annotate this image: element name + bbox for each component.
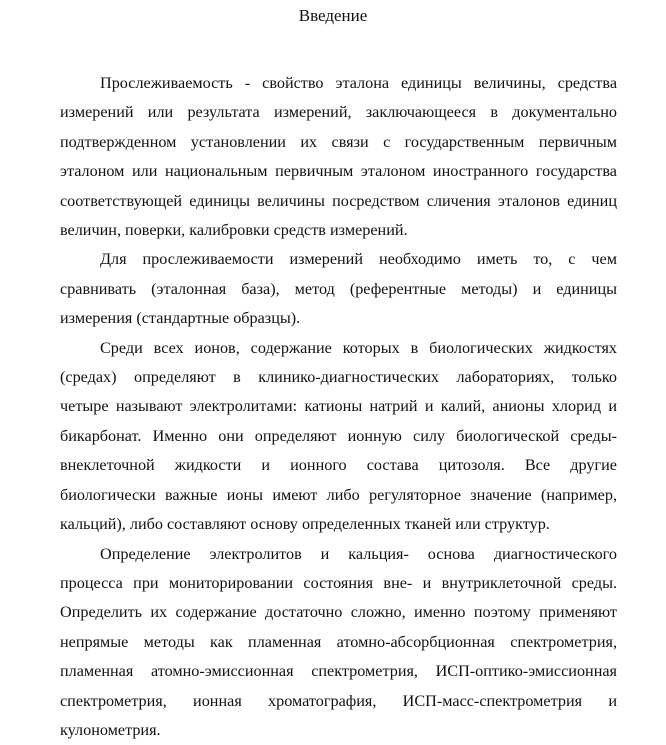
text-line: спектрометрия, ионная хроматография, ИСП-масс-спектрометрия и [60,687,617,716]
text-line: четыре называют электролитами: катионы натрий и калий, анионы хлорид и [60,392,617,421]
text-line: пламенная атомно-эмиссионная спектрометрия, ИСП-оптико-эмиссионная [60,657,617,686]
paragraph-traceability-requirements [60,245,617,333]
text-line: кальций), либо составляют основу определенных тканей или структур. [60,510,617,539]
text-line: (средах) определяют в клинико-диагностических лабораториях, только [60,363,617,392]
text-line: соответствующей единицы величины посредством сличения эталонов единиц [60,187,617,216]
text-line: измерений или результата измерений, заключающееся в документально [60,98,617,127]
text-line: Для прослеживаемости измерений необходимо иметь то, с чем [60,245,617,274]
paragraph-electrolytes [60,334,617,540]
text-line: Определение электролитов и кальция- основа диагностического [60,540,617,569]
text-line: процесса при мониторировании состояния вне- и внутриклеточной среды. [60,569,617,598]
text-line: Определить их содержание достаточно сложно, именно поэтому применяют [60,598,617,627]
text-line: бикарбонат. Именно они определяют ионную силу биологической среды- [60,422,617,451]
text-line: величин, поверки, калибровки средств измерений. [60,216,617,245]
text-line: подтвержденном установлении их связи с государственным первичным [60,128,617,157]
text-line: кулонометрия. [60,716,617,745]
text-line: сравнивать (эталонная база), метод (референтные методы) и единицы [60,275,617,304]
text-line: Среди всех ионов, содержание которых в биологических жидкостях [60,334,617,363]
text-line: биологически важные ионы имеют либо регуляторное значение (например, [60,481,617,510]
paragraph-determination-methods [60,540,617,745]
page-title: Введение [0,6,666,26]
text-line: эталоном или национальным первичным эталоном иностранного государства [60,157,617,186]
text-line: непрямые методы как пламенная атомно-абсорбционная спектрометрия, [60,628,617,657]
text-line: внеклеточной жидкости и ионного состава цитозоля. Все другие [60,451,617,480]
document-body [60,69,617,745]
text-line: измерения (стандартные образцы). [60,304,617,333]
text-line: Прослеживаемость - свойство эталона единицы величины, средства [60,69,617,98]
paragraph-traceability-definition [60,69,617,245]
